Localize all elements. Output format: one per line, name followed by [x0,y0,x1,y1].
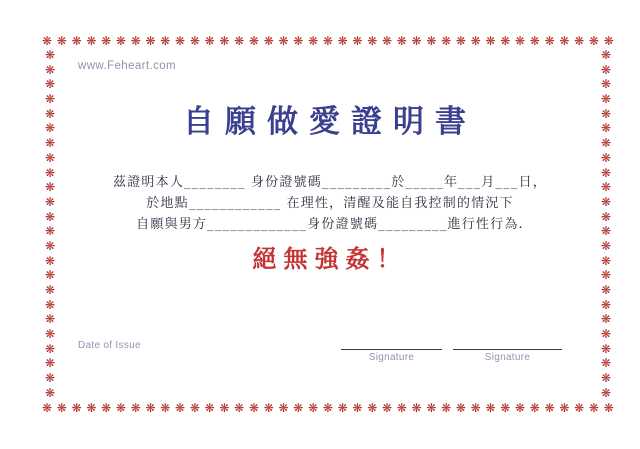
asterisk-border-icon: ❋ [44,121,56,136]
asterisk-border-icon: ❋ [396,34,407,48]
asterisk-border-icon: ❋ [352,401,363,415]
asterisk-border-icon: ❋ [411,401,422,415]
asterisk-border-icon: ❋ [426,401,437,415]
website-watermark: www.Feheart.com [78,60,177,72]
asterisk-border-icon: ❋ [44,297,56,312]
asterisk-border-icon: ❋ [293,401,304,415]
signature-line-1 [341,349,442,350]
asterisk-border-icon: ❋ [600,136,612,151]
border-bottom-row [42,400,614,416]
asterisk-border-icon: ❋ [600,341,612,356]
asterisk-border-icon: ❋ [44,341,56,356]
asterisk-border-icon: ❋ [56,401,67,415]
asterisk-border-icon: ❋ [44,165,56,180]
asterisk-border-icon: ❋ [367,34,378,48]
asterisk-border-icon: ❋ [574,34,585,48]
asterisk-border-icon: ❋ [322,401,333,415]
asterisk-border-icon: ❋ [600,48,612,62]
asterisk-border-icon: ❋ [600,121,612,136]
asterisk-border-icon: ❋ [485,401,496,415]
asterisk-border-icon: ❋ [44,106,56,121]
asterisk-border-icon: ❋ [293,34,304,48]
asterisk-border-icon: ❋ [234,34,245,48]
asterisk-border-icon: ❋ [600,327,612,342]
asterisk-border-icon: ❋ [574,401,585,415]
asterisk-border-icon: ❋ [600,62,612,77]
asterisk-border-icon: ❋ [600,150,612,165]
asterisk-border-icon: ❋ [381,34,393,48]
asterisk-border-icon: ❋ [44,48,56,62]
asterisk-border-icon: ❋ [588,34,599,48]
asterisk-border-icon: ❋ [234,401,245,415]
asterisk-border-icon: ❋ [426,34,437,48]
asterisk-border-icon: ❋ [86,34,97,48]
signature-area [341,349,562,363]
asterisk-border-icon: ❋ [175,401,186,415]
asterisk-border-icon: ❋ [278,401,289,415]
asterisk-border-icon: ❋ [600,165,612,180]
asterisk-border-icon: ❋ [189,401,200,415]
asterisk-border-icon: ❋ [600,312,612,327]
asterisk-border-icon: ❋ [44,371,56,386]
asterisk-border-icon: ❋ [441,401,452,415]
asterisk-border-icon: ❋ [603,401,614,415]
asterisk-border-icon: ❋ [42,401,53,415]
asterisk-border-icon: ❋ [337,34,348,48]
asterisk-border-icon: ❋ [600,283,612,297]
asterisk-border-icon: ❋ [600,224,612,239]
asterisk-border-icon: ❋ [544,34,555,48]
asterisk-border-icon: ❋ [248,34,259,48]
asterisk-border-icon: ❋ [500,401,511,415]
asterisk-border-icon: ❋ [263,401,274,415]
body-line-2: 於地點____________ 在理性，清醒及能自我控制的情況下 [146,196,514,211]
asterisk-border-icon: ❋ [145,34,156,48]
asterisk-border-icon: ❋ [322,34,333,48]
asterisk-border-icon: ❋ [600,297,612,312]
asterisk-border-icon: ❋ [44,209,56,224]
asterisk-border-icon: ❋ [204,401,215,415]
asterisk-border-icon: ❋ [219,401,230,415]
asterisk-border-icon: ❋ [500,34,511,48]
asterisk-border-icon: ❋ [56,34,67,48]
asterisk-border-icon: ❋ [145,401,156,415]
asterisk-border-icon: ❋ [160,34,171,48]
asterisk-border-icon: ❋ [42,34,53,48]
asterisk-border-icon: ❋ [44,150,56,165]
asterisk-border-icon: ❋ [248,401,259,415]
asterisk-border-icon: ❋ [44,62,56,77]
asterisk-border-icon: ❋ [44,385,56,400]
asterisk-border-icon: ❋ [71,34,82,48]
certificate-body [56,172,604,235]
certificate-title: 自願做愛證明書 [183,104,477,140]
asterisk-border-icon: ❋ [44,283,56,297]
asterisk-border-icon: ❋ [204,34,215,48]
body-line-1: 茲證明本人________ 身份證號碼_________於_____年___月___日， [113,175,547,190]
asterisk-border-icon: ❋ [529,401,540,415]
signature-label-2: Signature [484,352,531,363]
asterisk-border-icon: ❋ [44,356,56,371]
asterisk-border-icon: ❋ [219,34,230,48]
asterisk-border-icon: ❋ [544,401,555,415]
asterisk-border-icon: ❋ [44,136,56,151]
asterisk-border-icon: ❋ [44,253,56,268]
asterisk-border-icon: ❋ [600,209,612,224]
asterisk-border-icon: ❋ [600,253,612,268]
asterisk-border-icon: ❋ [44,268,56,283]
asterisk-border-icon: ❋ [600,106,612,121]
asterisk-border-icon: ❋ [115,401,126,415]
asterisk-border-icon: ❋ [600,371,612,386]
asterisk-border-icon: ❋ [130,34,141,48]
asterisk-border-icon: ❋ [101,401,112,415]
asterisk-border-icon: ❋ [600,356,612,371]
asterisk-border-icon: ❋ [411,34,422,48]
border-top-row [42,33,614,49]
asterisk-border-icon: ❋ [559,401,570,415]
asterisk-border-icon: ❋ [603,34,614,48]
asterisk-border-icon: ❋ [600,268,612,283]
asterisk-border-icon: ❋ [130,401,141,415]
asterisk-border-icon: ❋ [44,194,56,209]
asterisk-border-icon: ❋ [175,34,186,48]
asterisk-border-icon: ❋ [189,34,200,48]
asterisk-border-icon: ❋ [44,77,56,92]
asterisk-border-icon: ❋ [470,401,481,415]
asterisk-border-icon: ❋ [455,34,466,48]
asterisk-border-icon: ❋ [600,238,612,253]
asterisk-border-icon: ❋ [396,401,407,415]
asterisk-border-icon: ❋ [515,401,526,415]
asterisk-border-icon: ❋ [337,401,348,415]
asterisk-border-icon: ❋ [559,34,570,48]
asterisk-border-icon: ❋ [600,385,612,400]
signature-label-1: Signature [368,352,415,363]
asterisk-border-icon: ❋ [470,34,481,48]
asterisk-border-icon: ❋ [308,34,319,48]
asterisk-border-icon: ❋ [44,312,56,327]
asterisk-border-icon: ❋ [600,180,612,195]
asterisk-border-icon: ❋ [71,401,82,415]
asterisk-border-icon: ❋ [101,34,112,48]
asterisk-border-icon: ❋ [600,194,612,209]
asterisk-border-icon: ❋ [455,401,466,415]
asterisk-border-icon: ❋ [485,34,496,48]
asterisk-border-icon: ❋ [44,180,56,195]
asterisk-border-icon: ❋ [352,34,363,48]
signature-block-1 [341,349,442,363]
asterisk-border-icon: ❋ [600,92,612,107]
asterisk-border-icon: ❋ [515,34,526,48]
asterisk-border-icon: ❋ [600,77,612,92]
body-line-3: 自願與男方_____________身份證號碼_________進行性行為. [136,217,524,232]
asterisk-border-icon: ❋ [529,34,540,48]
signature-block-2 [453,349,562,363]
asterisk-border-icon: ❋ [44,92,56,107]
asterisk-border-icon: ❋ [588,401,599,415]
signature-line-2 [453,349,562,350]
asterisk-border-icon: ❋ [381,401,393,415]
slogan-text: 絕無強姦！ [252,244,408,273]
asterisk-border-icon: ❋ [263,34,274,48]
asterisk-border-icon: ❋ [86,401,97,415]
asterisk-border-icon: ❋ [308,401,319,415]
asterisk-border-icon: ❋ [44,238,56,253]
asterisk-border-icon: ❋ [160,401,171,415]
date-of-issue-label: Date of Issue [78,340,141,351]
asterisk-border-icon: ❋ [44,327,56,342]
asterisk-border-icon: ❋ [115,34,126,48]
asterisk-border-icon: ❋ [441,34,452,48]
asterisk-border-icon: ❋ [367,401,378,415]
asterisk-border-icon: ❋ [44,224,56,239]
asterisk-border-icon: ❋ [278,34,289,48]
